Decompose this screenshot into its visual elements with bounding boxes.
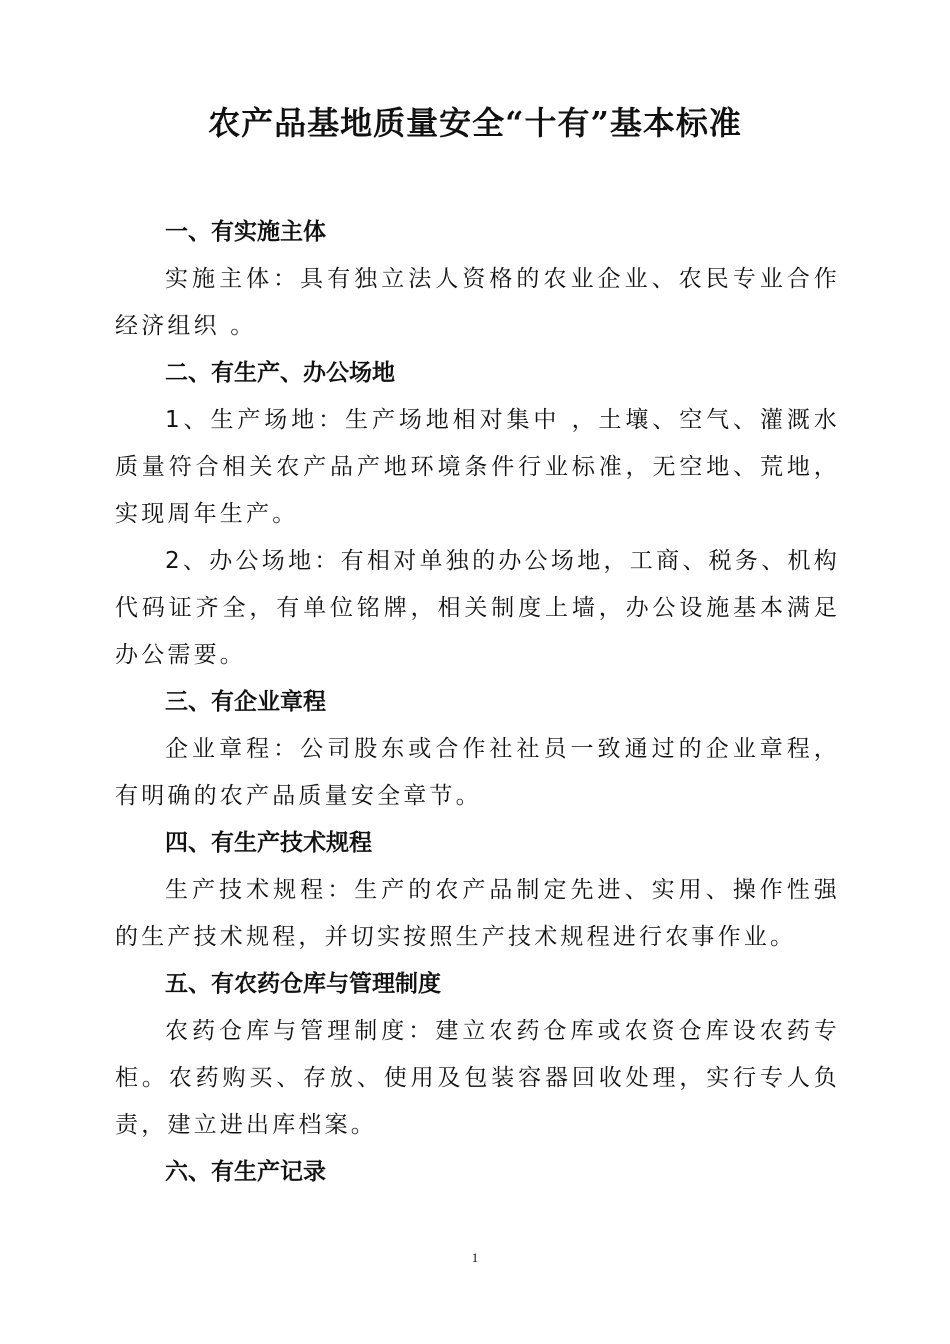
section-paragraph: 生产技术规程：生产的农产品制定先进、实用、操作性强的生产技术规程，并切实按照生产技术规程进行农事作业。 [115,877,840,950]
section-paragraph: 2、办公场地：有相对单独的办公场地，工商、税务、机构代码证齐全，有单位铭牌，相关制度上墙，办公设施基本满足办公需要。 [115,548,840,668]
section-heading: 三、有企业章程 [165,689,326,715]
section-paragraph: 农药仓库与管理制度：建立农药仓库或农资仓库设农药专柜。农药购买、存放、使用及包装容器回收处理，实行专人负责，建立进出库档案。 [115,1018,840,1138]
document-title: 农产品基地质量安全“十有”基本标准 [208,104,742,142]
section-paragraph: 实施主体：具有独立法人资格的农业企业、农民专业合作经济组织 。 [115,266,840,339]
section-1 [115,209,840,350]
section-heading: 五、有农药仓库与管理制度 [165,971,441,997]
section-heading: 四、有生产技术规程 [165,830,372,856]
section-heading: 一、有实施主体 [165,219,326,245]
section-heading: 二、有生产、办公场地 [165,360,395,386]
section-5 [115,961,840,1149]
section-heading: 六、有生产记录 [165,1159,326,1185]
section-4 [115,820,840,961]
page-number: 1 [471,1250,479,1265]
section-6 [115,1149,840,1196]
document-body [115,209,840,1196]
section-paragraph: 企业章程：公司股东或合作社社员一致通过的企业章程，有明确的农产品质量安全章节。 [115,736,840,809]
section-3 [115,679,840,820]
section-paragraph: 1、生产场地：生产场地相对集中 ，土壤、空气、灌溉水质量符合相关农产品产地环境条件行业标准，无空地、荒地，实现周年生产。 [115,407,840,527]
section-2 [115,350,840,679]
